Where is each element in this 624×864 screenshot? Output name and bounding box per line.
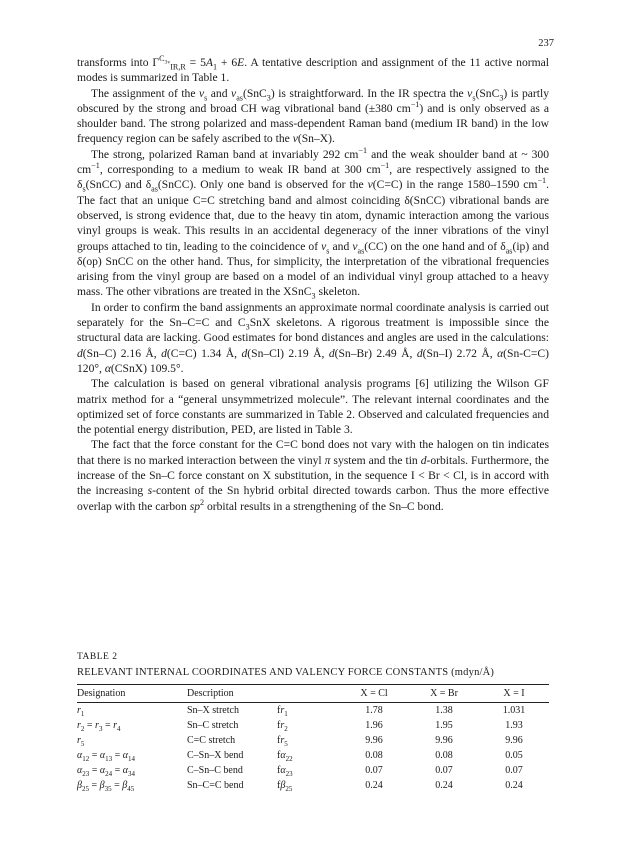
paragraph: The calculation is based on general vibrational analysis programs [6] utilizing the Wilson GF matrix method for a “general unsymmetrized molecule”. The relevant internal coordinates and the optimized set of force constants are summarized in Table 2. Observed and calculated frequencies and the potential energy distribution, PED, are listed in Table 3. (77, 377, 549, 437)
table-label: TABLE 2 (77, 652, 118, 662)
value-cl: 0.07 (365, 765, 383, 776)
description-cell: Sn–C stretch (187, 720, 239, 731)
paragraph: The strong, polarized Raman band at invariably 292 $cm^{-1}$ and the weak shoulder band at ~ 300 $cm^{-1}$, corresponding to a medium to weak IR band at 300 $cm^{-1}$, are respectively assigned to the $\delta_s(SnCC)$ and $\delta_{as}(SnCC)$. Only one band is observed for the ν(C=C) in the range 1580–1590 $cm^{-1}$. The fact that an unique C=C stretching band and almost coinciding δ(SnCC) vibrational bands are observed, is strong evidence that, due to the heavy tin atom, dynamic interaction among the various vinyl groups is weak. This results in an accidental degeneracy of the inner vibrations of the vinyl groups attached to tin, leading to the coincidence of $\nu_s$ and $\nu_{as}(CC)$ on the one hand and of $\delta_{as}(ip)$ and δ(op) SnCC on the other hand. Thus, for simplicity, the interpretation of the vibrational frequencies arising from the vinyl group are based on a model of an individual vinyl group attached to a heavy mass. The other vibrations are treated in the XSnC$_3$ skeleton. (77, 145, 549, 301)
header-x-i: X = I (479, 685, 549, 703)
table-row (77, 763, 549, 778)
value-i: 1.93 (505, 720, 523, 731)
paragraph: In order to confirm the band assignments an approximate normal coordinate analysis is carried out separately for the Sn–C=C and $C_3SnX$ skeletons. A rigorous treatment is impossible since the structural data are lacking. Good estimates for bond distances and angles are used in the calculations: d(Sn–C) 2.16 Å, d(C=C) 1.34 Å, d(Sn–Cl) 2.19 Å, d(Sn–Br) 2.49 Å, d(Sn–I) 2.72 Å, α(Sn-C=C) 120°, α(CSnX) 109.5°. (77, 300, 549, 375)
designation-cell: $r_5$ (77, 735, 85, 748)
value-cl: 0.24 (365, 780, 383, 791)
header-designation: Designation (77, 685, 187, 703)
table-row (77, 718, 549, 733)
symbol-cell: $f\alpha_{22}$ (277, 750, 293, 763)
symbol-cell: $f\alpha_{23}$ (277, 765, 293, 778)
table-row (77, 778, 549, 793)
paragraph: The assignment of the $\nu_s$ and $\nu_{as}(SnC_3)$ is straightforward. In the IR spectra the $\nu_s(SnC_3)$ is partly obscured by the strong and broad CH wag vibrational band (±380 $cm^{-1}$) and is only observed as a shoulder band. The strong polarized and mass-dependent Raman band (medium IR band) in the low frequency region can be safely ascribed to the ν(Sn–X). (77, 86, 550, 146)
page-number: 237 (538, 38, 554, 49)
table-title: RELEVANT INTERNAL COORDINATES AND VALENCY FORCE CONSTANTS (mdyn/Å) (77, 667, 495, 678)
value-i: 0.24 (505, 780, 523, 791)
table-header-row (77, 685, 549, 703)
value-br: 9.96 (435, 735, 453, 746)
paragraph: The fact that the force constant for the C=C bond does not vary with the halogen on tin indicates that there is no marked interaction between the vinyl π system and the tin d-orbitals. Furthermore, the increase of the Sn–C force constant on X substitution, in the sequence I < Br < Cl, is in accord with the increasing s-content of the Sn hybrid orbital directed towards carbon. Thus the more effective overlap with the carbon $sp^2$ orbital results in a strengthening of the Sn–C bond. (77, 438, 549, 513)
designation-cell: $\beta_{25} = \beta_{35} = \beta_{45}$ (77, 780, 135, 793)
value-i: 0.05 (505, 750, 523, 761)
symbol-cell: $fr_1$ (277, 705, 288, 718)
symbol-cell: $fr_2$ (277, 720, 288, 733)
value-br: 1.38 (435, 705, 453, 716)
description-cell: C=C stretch (187, 735, 236, 746)
description-cell: Sn–X stretch (187, 705, 239, 716)
symbol-cell: $fr_5$ (277, 735, 288, 748)
header-x-br: X = Br (409, 685, 479, 703)
table-row (77, 703, 549, 719)
description-cell: Sn–C=C bend (187, 780, 244, 791)
description-cell: C–Sn–X bend (187, 750, 244, 761)
description-cell: C–Sn–C bend (187, 765, 243, 776)
designation-cell: $r_1$ (77, 705, 85, 718)
value-i: 1.031 (502, 705, 526, 716)
value-i: 9.96 (505, 735, 523, 746)
designation-cell: $\alpha_{23} = \alpha_{24} = \alpha_{34}$ (77, 765, 136, 778)
symbol-cell: $f\beta_{25}$ (277, 780, 293, 793)
value-cl: 1.96 (365, 720, 383, 731)
force-constants-table (77, 684, 549, 793)
table-row (77, 733, 549, 748)
value-cl: 1.78 (365, 705, 383, 716)
value-br: 1.95 (435, 720, 453, 731)
designation-cell: $\alpha_{12} = \alpha_{13} = \alpha_{14}$ (77, 750, 136, 763)
header-symbol (277, 685, 339, 703)
designation-cell: $r_2 = r_3 = r_4$ (77, 720, 121, 733)
value-br: 0.24 (435, 780, 453, 791)
value-br: 0.07 (435, 765, 453, 776)
header-description: Description (187, 685, 277, 703)
paragraph: transforms into $\Gamma^{C_{3v}}_{IR,R} = 5A_1 + 6E$. A tentative description and assignment of the 11 active normal modes is summarized in Table 1. (77, 54, 549, 85)
value-cl: 0.08 (365, 750, 383, 761)
value-i: 0.07 (505, 765, 523, 776)
table-row (77, 748, 549, 763)
value-br: 0.08 (435, 750, 453, 761)
value-cl: 9.96 (365, 735, 383, 746)
body-text (77, 55, 549, 514)
header-x-cl: X = Cl (339, 685, 409, 703)
